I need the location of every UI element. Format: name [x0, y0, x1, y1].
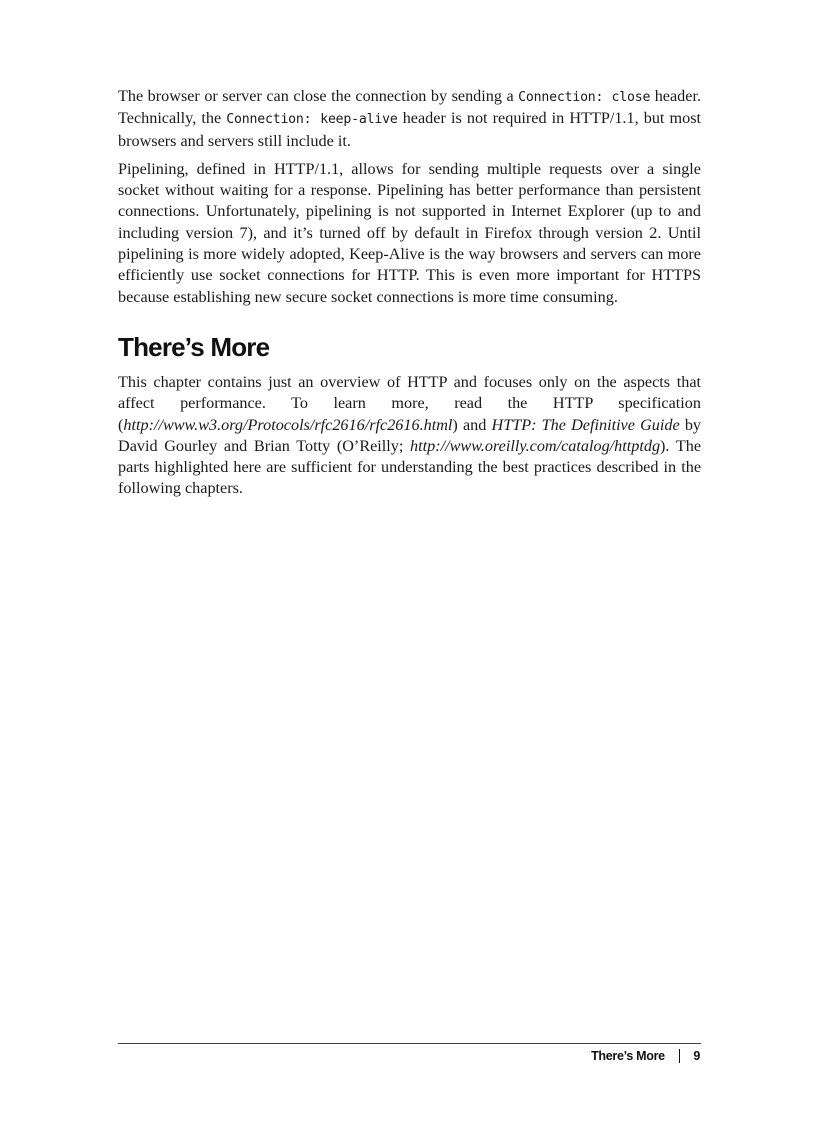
page-body [118, 86, 701, 507]
footer-rule [118, 1043, 701, 1044]
code-connection-keep-alive: Connection: keep-alive [226, 112, 398, 128]
text-run: header. Technically, the [118, 87, 701, 128]
paragraph-pipelining [118, 159, 701, 308]
footer-section-title: There’s More [591, 1049, 665, 1063]
paragraph-connection-close [118, 86, 701, 152]
link-oreilly-catalog[interactable]: http://www.oreilly.com/catalog/httptdg [410, 436, 661, 455]
text-run: This chapter contains just an overview of HTTP and focuses only on the aspects that affect performance. To learn more, read the HTTP specification ( [118, 372, 701, 434]
book-title: HTTP: The Definitive Guide [491, 415, 680, 434]
text-run: ) and [452, 415, 492, 434]
page-footer [591, 1049, 700, 1063]
paragraph-theres-more [118, 372, 701, 500]
text-run: ). The parts highlighted here are sufficient for understanding the best practices described in the following chapters. [118, 436, 702, 498]
code-connection-close: Connection: close [518, 90, 651, 105]
text-run: Pipelining, defined in HTTP/1.1, allows for sending multiple requests over a single socket without waiting for a response. Pipelining has better performance than persistent connections. Unfortunately, pipelining is not supported in Internet Explorer (up to and including version 7), and it’s turned off by default in Firefox through version 2. Until pipelining is more widely adopted, Keep-Alive is the way browsers and servers can more efficiently use socket connections for HTTP. This is even more important for HTTPS because establishing new secure socket connections is more time consuming. [118, 159, 701, 306]
section-heading: There’s More [118, 331, 270, 362]
text-run: by David Gourley and Brian Totty (O’Reilly; [118, 415, 702, 455]
text-run: header is not required in HTTP/1.1, but most browsers and servers still include it. [118, 109, 701, 150]
text-run: The browser or server can close the connection by sending a [118, 87, 519, 105]
link-http-spec[interactable]: http://www.w3.org/Protocols/rfc2616/rfc2616.html [123, 415, 453, 434]
footer-separator [679, 1049, 681, 1063]
page-number: 9 [693, 1049, 700, 1063]
